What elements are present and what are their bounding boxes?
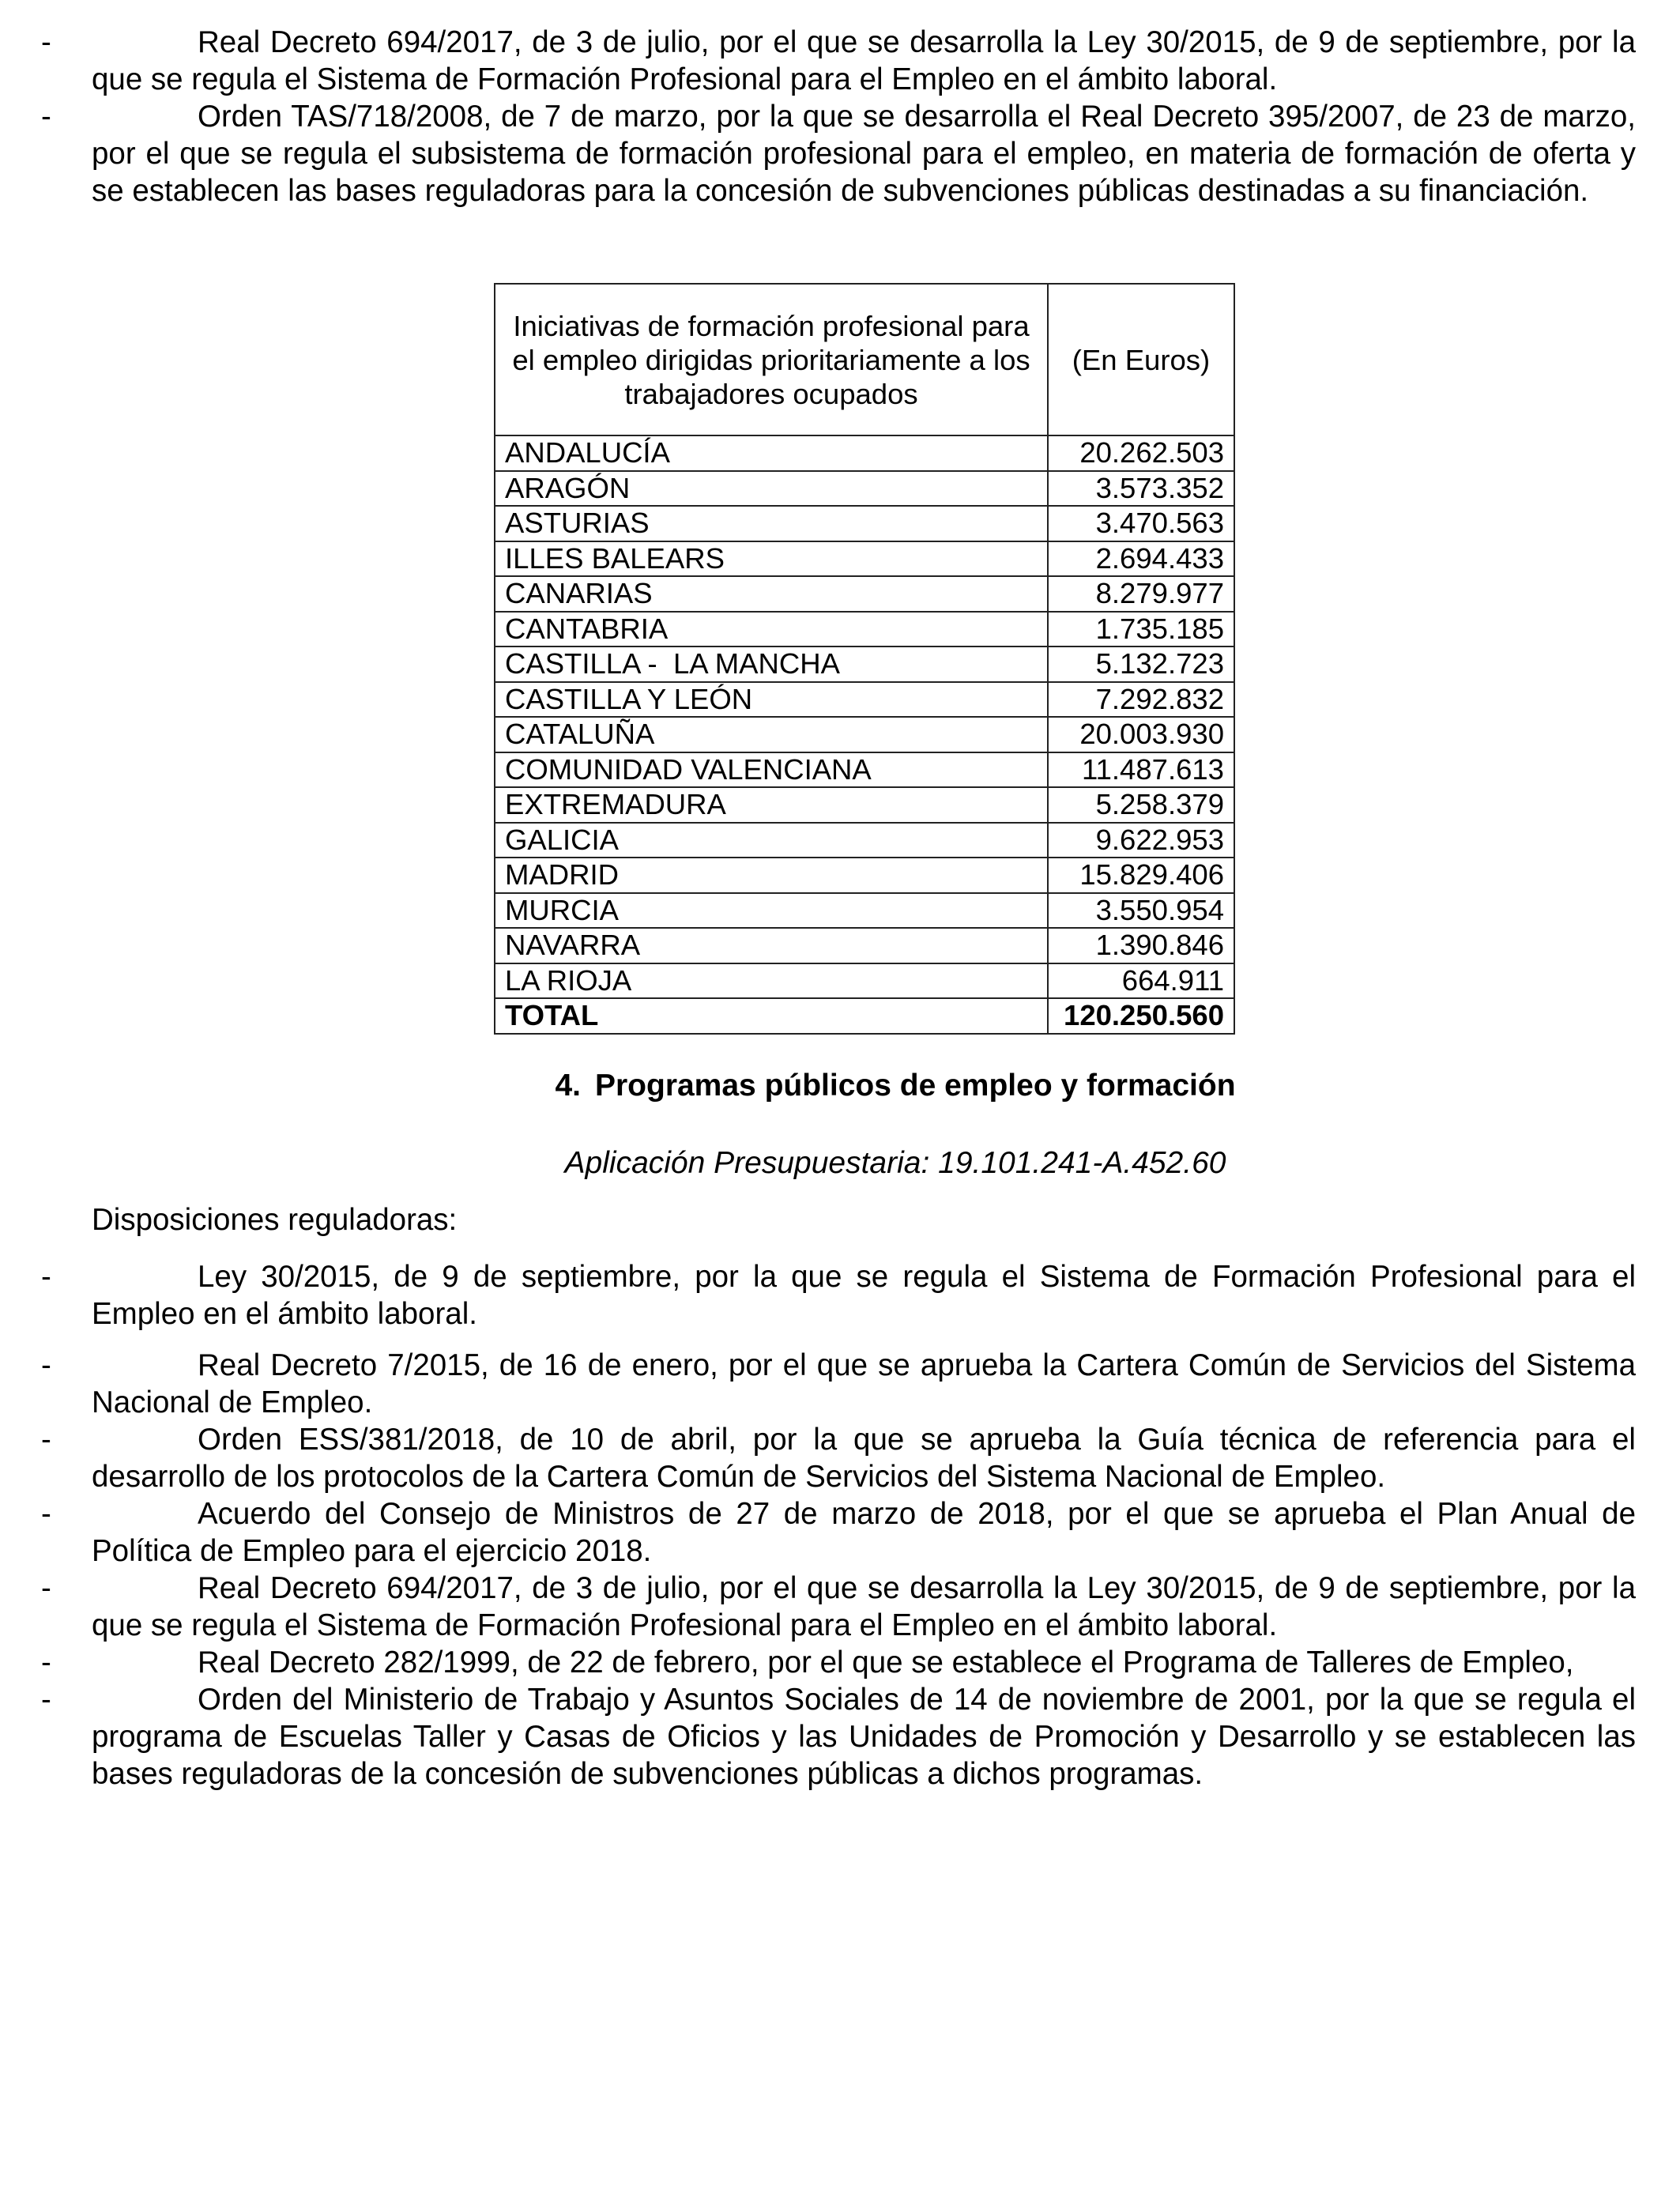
list-item-text: Real Decreto 282/1999, de 22 de febrero, por el que se establece el Programa de Talleres de Empleo,	[198, 1646, 1574, 1679]
table-row	[495, 823, 1234, 858]
amount-cell: 7.292.832	[1048, 682, 1234, 718]
table-row	[495, 717, 1234, 752]
table-row	[495, 787, 1234, 823]
region-cell: ARAGÓN	[495, 471, 1048, 507]
amount-cell: 3.470.563	[1048, 506, 1234, 541]
region-cell: CASTILLA Y LEÓN	[495, 682, 1048, 718]
list-bullet: -	[41, 25, 51, 59]
amount-cell: 20.262.503	[1048, 435, 1234, 471]
table-row	[495, 576, 1234, 612]
region-cell: CANTABRIA	[495, 612, 1048, 647]
amount-cell: 2.694.433	[1048, 541, 1234, 577]
amount-cell: 5.258.379	[1048, 787, 1234, 823]
total-label: TOTAL	[495, 998, 1048, 1034]
list-item	[0, 1495, 1636, 1570]
list-item-text: Real Decreto 694/2017, de 3 de julio, por el que se desarrolla la Ley 30/2015, de 9 de septiembre, por la que se regula el Sistema de Formación Profesional para el Empleo en el ámbito laboral.	[92, 1571, 1636, 1642]
table-row	[495, 435, 1234, 471]
table-row	[495, 541, 1234, 577]
list-item	[0, 1570, 1636, 1644]
amount-cell: 1.735.185	[1048, 612, 1234, 647]
table-header-row	[495, 284, 1234, 435]
section-title: Programas públicos de empleo y formación	[594, 1069, 1236, 1103]
list-item	[0, 1681, 1636, 1793]
region-cell: CASTILLA - LA MANCHA	[495, 647, 1048, 682]
region-cell: ASTURIAS	[495, 506, 1048, 541]
amount-cell: 15.829.406	[1048, 858, 1234, 893]
amount-cell: 664.911	[1048, 963, 1234, 999]
region-cell: CANARIAS	[495, 576, 1048, 612]
region-cell: EXTREMADURA	[495, 787, 1048, 823]
table-total-row	[495, 998, 1234, 1034]
region-cell: ILLES BALEARS	[495, 541, 1048, 577]
table-row	[495, 928, 1234, 963]
bottom-regulation-list	[0, 1258, 1680, 1793]
header-euros: (En Euros)	[1048, 284, 1234, 435]
table-row	[495, 647, 1234, 682]
section-heading	[0, 1067, 1680, 1104]
budget-application: Aplicación Presupuestaria: 19.101.241-A.452.60	[564, 1146, 1226, 1180]
amount-cell: 8.279.977	[1048, 576, 1234, 612]
list-bullet: -	[41, 1646, 51, 1679]
region-cell: COMUNIDAD VALENCIANA	[495, 752, 1048, 788]
amount-cell: 5.132.723	[1048, 647, 1234, 682]
table-row	[495, 612, 1234, 647]
list-item	[0, 1644, 1636, 1681]
amount-cell: 3.573.352	[1048, 471, 1234, 507]
list-bullet: -	[41, 1348, 51, 1382]
list-item-text: Ley 30/2015, de 9 de septiembre, por la que se regula el Sistema de Formación Profesional para el Empleo en el ámbito laboral.	[92, 1260, 1636, 1331]
list-item-text: Orden ESS/381/2018, de 10 de abril, por la que se aprueba la Guía técnica de referencia para el desarrollo de los protocolos de la Cartera Común de Servicios del Sistema Nacional de Empleo.	[92, 1423, 1636, 1494]
dispositions-label: Disposiciones reguladoras:	[92, 1203, 458, 1237]
top-regulation-list	[0, 24, 1680, 209]
list-item-text: Orden TAS/718/2008, de 7 de marzo, por la que se desarrolla el Real Decreto 395/2007, de 23 de marzo, por el que se regula el subsistema de formación profesional para el empleo, en materia de formación de oferta y se establecen las bases reguladoras para la concesión de subvenciones públicas destinadas a su financiación.	[92, 100, 1636, 208]
amount-cell: 20.003.930	[1048, 717, 1234, 752]
list-item-text: Orden del Ministerio de Trabajo y Asuntos Sociales de 14 de noviembre de 2001, por la que se regula el programa de Escuelas Taller y Casas de Oficios y las Unidades de Promoción y Desarrollo y se establecen las bases reguladoras de la concesión de subvenciones públicas a dichos programas.	[92, 1683, 1636, 1791]
region-cell: NAVARRA	[495, 928, 1048, 963]
table-row	[495, 752, 1234, 788]
list-bullet: -	[41, 1260, 51, 1294]
header-initiatives: Iniciativas de formación profesional para el empleo dirigidas prioritariamente a los trabajadores ocupados	[495, 284, 1048, 435]
table-row	[495, 471, 1234, 507]
region-cell: MADRID	[495, 858, 1048, 893]
region-cell: CATALUÑA	[495, 717, 1048, 752]
region-cell: GALICIA	[495, 823, 1048, 858]
region-cell: ANDALUCÍA	[495, 435, 1048, 471]
list-bullet: -	[41, 1423, 51, 1457]
list-item	[0, 1347, 1636, 1421]
list-item	[0, 1258, 1636, 1333]
region-cell: MURCIA	[495, 893, 1048, 929]
list-item	[0, 98, 1636, 209]
distribution-table	[494, 283, 1235, 1035]
list-bullet: -	[41, 1497, 51, 1531]
total-amount: 120.250.560	[1048, 998, 1234, 1034]
amount-cell: 3.550.954	[1048, 893, 1234, 929]
list-bullet: -	[41, 1571, 51, 1605]
table-row	[495, 893, 1234, 929]
section-number: 4.	[555, 1069, 581, 1103]
table-row	[495, 963, 1234, 999]
table-row	[495, 682, 1234, 718]
list-item-text: Acuerdo del Consejo de Ministros de 27 de marzo de 2018, por el que se aprueba el Plan Anual de Política de Empleo para el ejercicio 2018.	[92, 1497, 1636, 1568]
table-row	[495, 858, 1234, 893]
region-cell: LA RIOJA	[495, 963, 1048, 999]
list-item	[0, 24, 1636, 98]
amount-cell: 11.487.613	[1048, 752, 1234, 788]
list-bullet: -	[41, 100, 51, 134]
amount-cell: 1.390.846	[1048, 928, 1234, 963]
table-row	[495, 506, 1234, 541]
list-item-text: Real Decreto 694/2017, de 3 de julio, por el que se desarrolla la Ley 30/2015, de 9 de septiembre, por la que se regula el Sistema de Formación Profesional para el Empleo en el ámbito laboral.	[92, 25, 1636, 96]
list-bullet: -	[41, 1683, 51, 1717]
list-item	[0, 1421, 1636, 1495]
list-item-text: Real Decreto 7/2015, de 16 de enero, por el que se aprueba la Cartera Común de Servicios del Sistema Nacional de Empleo.	[92, 1348, 1636, 1419]
amount-cell: 9.622.953	[1048, 823, 1234, 858]
